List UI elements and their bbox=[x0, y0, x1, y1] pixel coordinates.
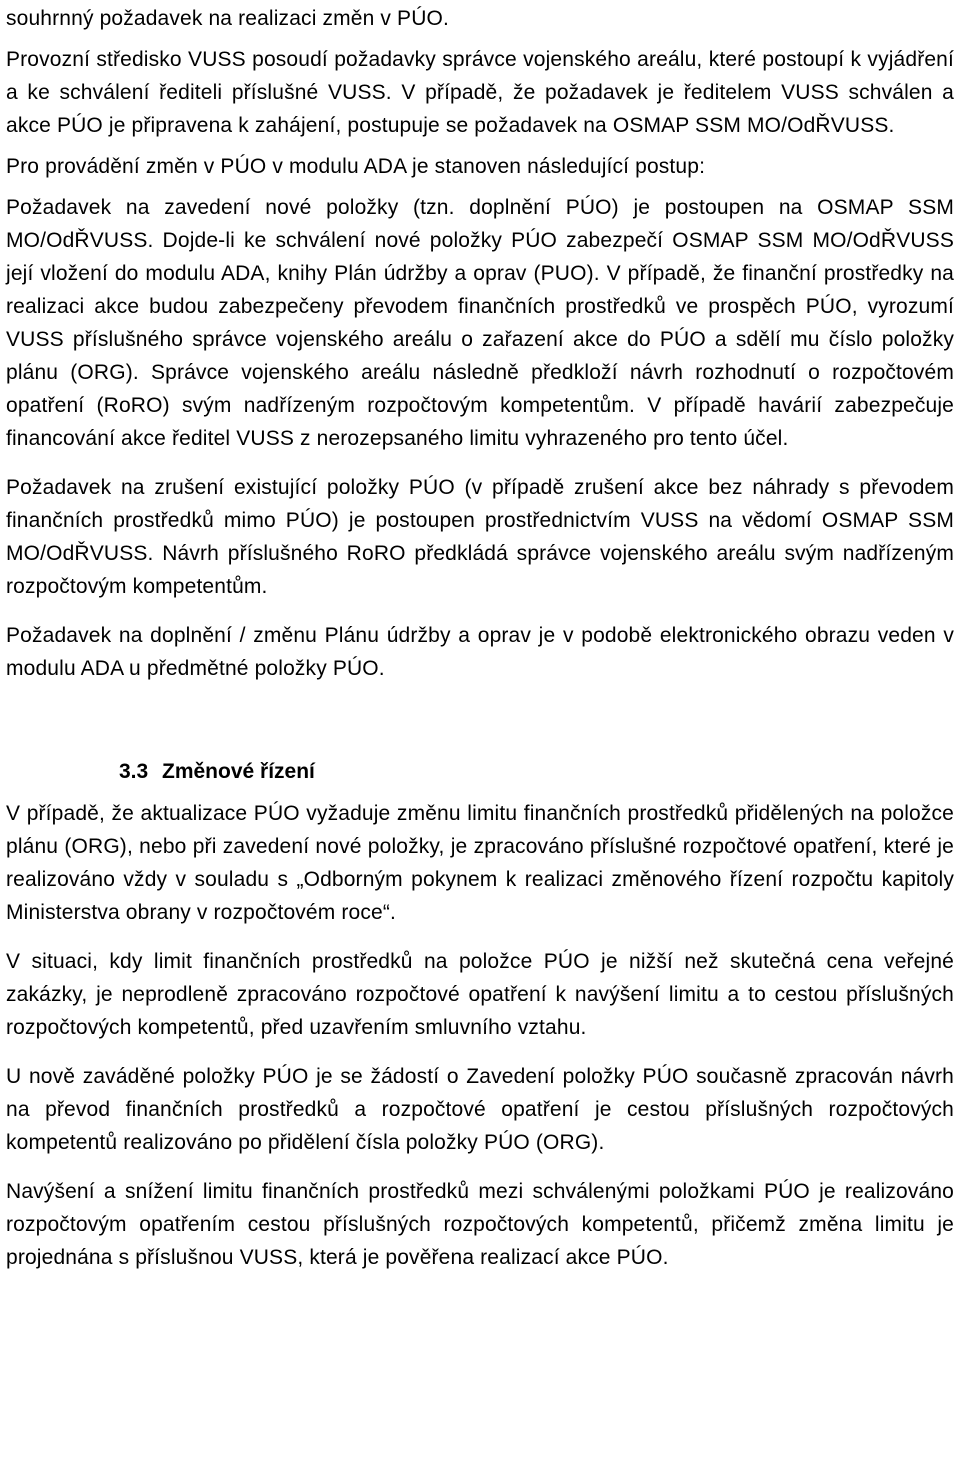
paragraph-cancel-item-request: Požadavek na zrušení existující položky PÚO (v případě zrušení akce bez náhrady s převodem finančních prostředků mimo PÚO) je postoupen prostřednictvím VUSS na vědomí OSMAP SSM MO/OdŘVUSS. Návrh příslušného RoRO předkládá správce vojenského areálu svým nadřízeným rozpočtovým kompetentům. bbox=[6, 476, 954, 598]
paragraph-limit-lower-than-price: V situaci, kdy limit finančních prostředků na položce PÚO je nižší než skutečná cena veřejné zakázky, je neprodleně zpracováno rozpočtové opatření k navýšení limitu a to cestou příslušných rozpočtových kompetentů, před uzavřením smluvního vztahu. bbox=[6, 950, 954, 1039]
paragraph-new-item-request: Požadavek na zavedení nové položky (tzn. doplnění PÚO) je postoupen na OSMAP SSM MO/OdŘVUSS. Dojde-li ke schválení nové položky PÚO zabezpečí OSMAP SSM MO/OdŘVUSS její vložení do modulu ADA, knihy Plán údržby a oprav (PUO). V případě, že finanční prostředky na realizaci akce budou zabezpečeny převodem finančních prostředků ve prospěch PÚO, vyrozumí VUSS příslušného správce vojenského areálu o zařazení akce do PÚO a sdělí mu číslo položky plánu (ORG). Správce vojenského areálu následně předkloží návrh rozhodnutí o rozpočtovém opatření (RoRO) svým nadřízeným rozpočtovým kompetentům. V případě havárií zabezpečuje financování akce ředitel VUSS z nerozepsaného limitu vyhrazeného pro tento účel. bbox=[6, 196, 954, 450]
paragraph-limit-change: V případě, že aktualizace PÚO vyžaduje změnu limitu finančních prostředků přidělených na položce plánu (ORG), nebo při zavedení nové položky, je zpracováno příslušné rozpočtové opatření, které je realizováno vždy v souladu s „Odborným pokynem k realizaci změnového řízení rozpočtu kapitoly Ministerstva obrany v rozpočtovém roce“. bbox=[6, 802, 954, 924]
section-heading bbox=[6, 755, 954, 788]
paragraph-procedure-intro: Pro provádění změn v PÚO v modulu ADA je stanoven následující postup: bbox=[6, 155, 706, 178]
paragraph-limit-increase-decrease: Navýšení a snížení limitu finančních prostředků mezi schválenými položkami PÚO je realizováno rozpočtovým opatřením cestou příslušných rozpočtových kompetentů, přičemž změna limitu je projednána s příslušnou VUSS, která je pověřena realizací akce PÚO. bbox=[6, 1180, 954, 1269]
paragraph-vuss-review: Provozní středisko VUSS posoudí požadavky správce vojenského areálu, které postoupí k vyjádření a ke schválení řediteli příslušné VUSS. V případě, že požadavek je ředitelem VUSS schválen a akce PÚO je připravena k zahájení, postupuje se požadavek na OSMAP SSM MO/OdŘVUSS. bbox=[6, 48, 954, 137]
document-page bbox=[6, 0, 954, 1274]
paragraph-plan-change-request: Požadavek na doplnění / změnu Plánu údržby a oprav je v podobě elektronického obrazu veden v modulu ADA u předmětné položky PÚO. bbox=[6, 624, 954, 680]
paragraph-summary-request: souhrnný požadavek na realizaci změn v PÚO. bbox=[6, 7, 449, 30]
section-title: Změnové řízení bbox=[162, 760, 315, 783]
section-number: 3.3 bbox=[119, 760, 149, 783]
paragraph-new-item-transfer: U nově zaváděné položky PÚO je se žádostí o Zavedení položky PÚO současně zpracován návrh na převod finančních prostředků a rozpočtové opatření je cestou příslušných rozpočtových kompetentů realizováno po přidělení čísla položky PÚO (ORG). bbox=[6, 1065, 954, 1154]
